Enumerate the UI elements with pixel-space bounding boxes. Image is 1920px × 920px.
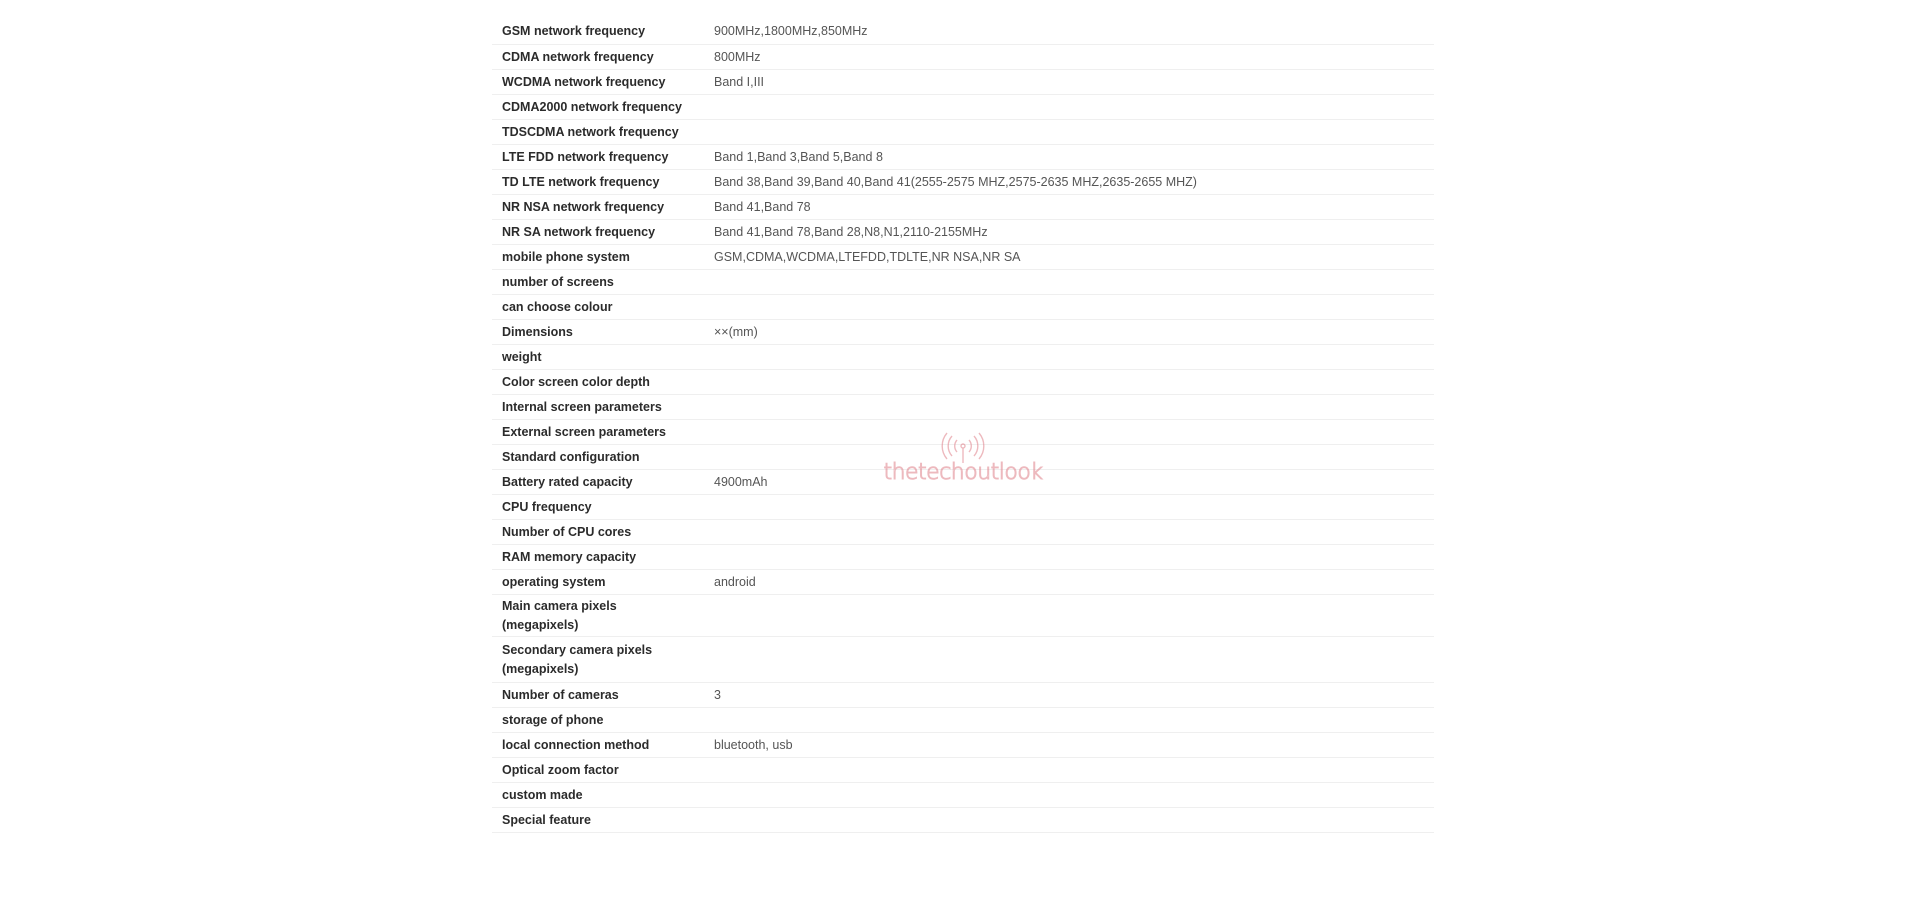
spec-value bbox=[704, 807, 1434, 832]
spec-value bbox=[704, 782, 1434, 807]
table-row bbox=[492, 19, 1434, 44]
spec-value bbox=[704, 94, 1434, 119]
table-row bbox=[492, 636, 1434, 682]
spec-label: TD LTE network frequency bbox=[492, 169, 704, 194]
spec-label: Secondary camera pixels (megapixels) bbox=[492, 636, 704, 682]
spec-label: weight bbox=[492, 344, 704, 369]
spec-label: mobile phone system bbox=[492, 244, 704, 269]
spec-label: Battery rated capacity bbox=[492, 469, 704, 494]
spec-label: number of screens bbox=[492, 269, 704, 294]
spec-value bbox=[704, 444, 1434, 469]
spec-label: NR SA network frequency bbox=[492, 219, 704, 244]
table-row bbox=[492, 419, 1434, 444]
spec-label: External screen parameters bbox=[492, 419, 704, 444]
spec-label: CDMA2000 network frequency bbox=[492, 94, 704, 119]
spec-value bbox=[704, 119, 1434, 144]
spec-label: TDSCDMA network frequency bbox=[492, 119, 704, 144]
spec-value: 3 bbox=[704, 682, 1434, 707]
table-row bbox=[492, 144, 1434, 169]
table-row bbox=[492, 44, 1434, 69]
table-row bbox=[492, 732, 1434, 757]
spec-label: Standard configuration bbox=[492, 444, 704, 469]
table-row bbox=[492, 594, 1434, 636]
spec-value bbox=[704, 707, 1434, 732]
table-row bbox=[492, 807, 1434, 832]
table-row bbox=[492, 169, 1434, 194]
spec-value: 900MHz,1800MHz,850MHz bbox=[704, 19, 1434, 44]
spec-label: can choose colour bbox=[492, 294, 704, 319]
spec-value: Band 1,Band 3,Band 5,Band 8 bbox=[704, 144, 1434, 169]
table-row bbox=[492, 469, 1434, 494]
spec-value: ××(mm) bbox=[704, 319, 1434, 344]
table-row bbox=[492, 544, 1434, 569]
table-row bbox=[492, 119, 1434, 144]
spec-label: Number of cameras bbox=[492, 682, 704, 707]
spec-label: custom made bbox=[492, 782, 704, 807]
spec-label: RAM memory capacity bbox=[492, 544, 704, 569]
spec-value: android bbox=[704, 569, 1434, 594]
table-row bbox=[492, 369, 1434, 394]
table-row bbox=[492, 294, 1434, 319]
spec-value: 800MHz bbox=[704, 44, 1434, 69]
spec-label: Number of CPU cores bbox=[492, 519, 704, 544]
table-row bbox=[492, 244, 1434, 269]
spec-label: Special feature bbox=[492, 807, 704, 832]
table-row bbox=[492, 319, 1434, 344]
spec-value bbox=[704, 636, 1434, 682]
table-row bbox=[492, 444, 1434, 469]
table-row bbox=[492, 707, 1434, 732]
table-row bbox=[492, 69, 1434, 94]
spec-value bbox=[704, 344, 1434, 369]
spec-value bbox=[704, 369, 1434, 394]
spec-label: NR NSA network frequency bbox=[492, 194, 704, 219]
spec-value bbox=[704, 757, 1434, 782]
spec-value: Band 41,Band 78 bbox=[704, 194, 1434, 219]
table-row bbox=[492, 194, 1434, 219]
table-row bbox=[492, 782, 1434, 807]
table-row bbox=[492, 394, 1434, 419]
table-row bbox=[492, 94, 1434, 119]
spec-label: Main camera pixels (megapixels) bbox=[492, 594, 704, 636]
table-row bbox=[492, 219, 1434, 244]
spec-table-body bbox=[492, 19, 1434, 832]
watermark-text: thetechoutlook bbox=[883, 460, 1043, 485]
spec-label: CDMA network frequency bbox=[492, 44, 704, 69]
spec-value: 4900mAh bbox=[704, 469, 1434, 494]
spec-label: Dimensions bbox=[492, 319, 704, 344]
spec-value bbox=[704, 494, 1434, 519]
spec-label: Optical zoom factor bbox=[492, 757, 704, 782]
spec-value bbox=[704, 269, 1434, 294]
spec-label: CPU frequency bbox=[492, 494, 704, 519]
spec-value bbox=[704, 394, 1434, 419]
spec-value: bluetooth, usb bbox=[704, 732, 1434, 757]
spec-label: storage of phone bbox=[492, 707, 704, 732]
spec-value: Band I,III bbox=[704, 69, 1434, 94]
table-row bbox=[492, 494, 1434, 519]
spec-value: GSM,CDMA,WCDMA,LTEFDD,TDLTE,NR NSA,NR SA bbox=[704, 244, 1434, 269]
spec-value bbox=[704, 519, 1434, 544]
spec-label: WCDMA network frequency bbox=[492, 69, 704, 94]
spec-value bbox=[704, 294, 1434, 319]
table-row bbox=[492, 757, 1434, 782]
spec-label: operating system bbox=[492, 569, 704, 594]
table-row bbox=[492, 682, 1434, 707]
spec-label: GSM network frequency bbox=[492, 19, 704, 44]
spec-value: Band 41,Band 78,Band 28,N8,N1,2110-2155MHz bbox=[704, 219, 1434, 244]
table-row bbox=[492, 569, 1434, 594]
table-row bbox=[492, 344, 1434, 369]
spec-value: Band 38,Band 39,Band 40,Band 41(2555-2575 MHZ,2575-2635 MHZ,2635-2655 MHZ) bbox=[704, 169, 1434, 194]
spec-value bbox=[704, 544, 1434, 569]
spec-label: local connection method bbox=[492, 732, 704, 757]
spec-value bbox=[704, 594, 1434, 636]
spec-value bbox=[704, 419, 1434, 444]
spec-label: Color screen color depth bbox=[492, 369, 704, 394]
table-row bbox=[492, 269, 1434, 294]
spec-label: Internal screen parameters bbox=[492, 394, 704, 419]
spec-label: LTE FDD network frequency bbox=[492, 144, 704, 169]
spec-table bbox=[492, 19, 1434, 833]
table-row bbox=[492, 519, 1434, 544]
